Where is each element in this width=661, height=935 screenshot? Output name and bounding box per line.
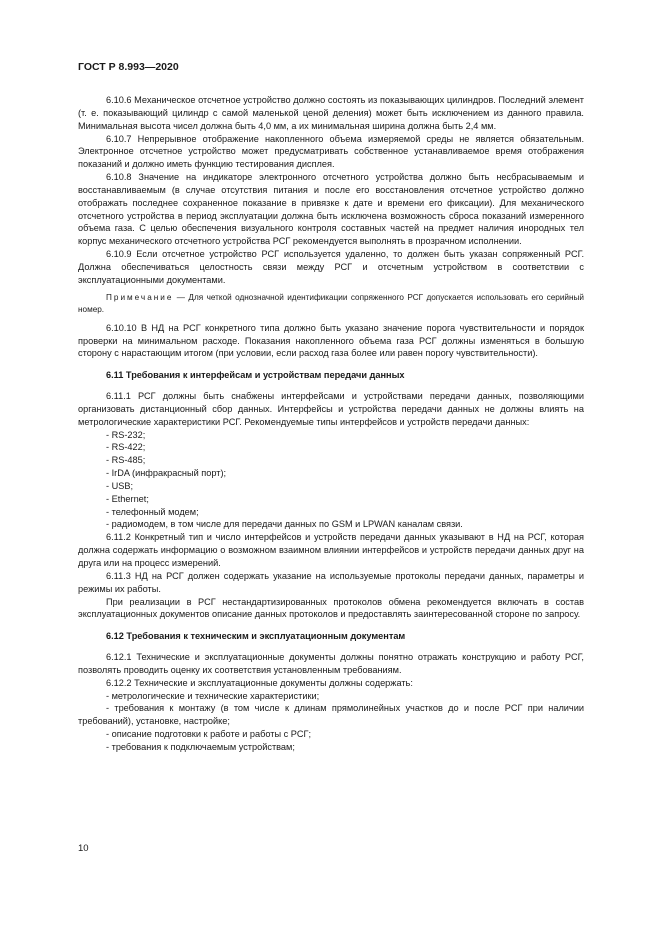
list-item: - радиомодем, в том числе для передачи данных по GSM и LPWAN каналам связи.	[106, 519, 463, 530]
note-text: — Для четкой однозначной идентификации сопряженного РСГ допускается использовать его серийный номер.	[78, 292, 584, 314]
section-heading-6-12: 6.12 Требования к техническим и эксплуатационным документам	[106, 631, 406, 642]
list-item: - USB;	[106, 480, 134, 491]
note	[78, 292, 584, 316]
paragraph-6-12-2: 6.12.2 Технические и эксплуатационные документы должны содержать:	[106, 677, 413, 688]
document-body	[78, 94, 584, 754]
paragraph-6-10-6: 6.10.6 Механическое отсчетное устройство должно состоять из показывающих цилиндров. Последний элемент (т. е. показывающий цилиндр с самой маленькой ценой деления) может быть исключением из данного правила. Минимальная высота чисел должна быть 4,0 мм, а их минимальная ширина должна быть 2,4 мм.	[78, 95, 584, 131]
document-header: ГОСТ Р 8.993—2020	[78, 61, 179, 73]
list-item: - IrDA (инфракрасный порт);	[106, 468, 227, 479]
list-item: - метрологические и технические характеристики;	[106, 690, 320, 701]
list-item: - RS-485;	[106, 455, 146, 466]
list-item: - требования к подключаемым устройствам;	[106, 741, 295, 752]
list-item: - описание подготовки к работе и работы с РСГ;	[106, 729, 311, 740]
section-heading-6-11: 6.11 Требования к интерфейсам и устройствам передачи данных	[106, 370, 405, 381]
paragraph-6-10-7: 6.10.7 Непрерывное отображение накопленного объема измеряемой среды не является обязательным. Электронное отсчетное устройство может предусматривать собственное устанавливаемое время отображения показаний и должно иметь функцию тестирования дисплея.	[78, 133, 584, 170]
list-item: - Ethernet;	[106, 493, 149, 504]
paragraph-6-10-9: 6.10.9 Если отсчетное устройство РСГ используется удаленно, то должен быть указан сопряженный РСГ. Должна обеспечиваться целостность связи между РСГ и отсчетным устройством в соответствии с эксплуатационными документами.	[78, 249, 584, 285]
paragraph-6-11-1: 6.11.1 РСГ должны быть снабжены интерфейсами и устройствами передачи данных, позволяющими организовать дистанционный сбор данных. Интерфейсы и устройства передачи данных не должны влиять на метрологические характеристики РСГ. Рекомендуемые типы интерфейсов и устройств передачи данных:	[78, 391, 584, 427]
list-item: - телефонный модем;	[106, 506, 199, 517]
paragraph-6-12-1: 6.12.1 Технические и эксплуатационные документы должны понятно отражать конструкцию и работу РСГ, позволять проводить оценку их соответствия установленным требованиям.	[78, 652, 584, 675]
paragraph-6-11-2: 6.11.2 Конкретный тип и число интерфейсов и устройств передачи данных указывают в НД на РСГ, которая должна содержать информацию о возможном взаимном влиянии интерфейсов и устройств передачи данных друг на друга или на процесс измерений.	[78, 532, 584, 568]
list-item: - RS-422;	[106, 442, 146, 453]
list-item: - требования к монтажу (в том числе к длинам прямолинейных участков до и после РСГ при наличии требований), установке, настройке;	[78, 703, 584, 727]
paragraph-6-11-3-continued: При реализации в РСГ нестандартизированных протоколов обмена рекомендуется включать в состав эксплуатационных документов описание данных протоколов и предоставлять заинтересованной стороне по запросу.	[78, 596, 584, 620]
paragraph-6-10-8: 6.10.8 Значение на индикаторе электронного отсчетного устройства должно быть несбрасываемым и восстанавливаемым (в случае отсутствия питания и после его восстановления отсчетное устройство должно отображать последнее сохраненное показание в привязке к дате и времени его фиксации). Для механического отсчетного устройства в период эксплуатации должна быть исключена возможность сброса показаний измеренного объема газа. С целью обеспечения визуального контроля составных частей на предмет наличия инородных тел корпус механического отсчетного устройства РСГ рекомендуется выполнять в прозрачном исполнении.	[78, 172, 584, 247]
note-label: Примечание	[106, 292, 174, 302]
page-number: 10	[78, 843, 89, 854]
list-item: - RS-232;	[106, 429, 146, 440]
paragraph-6-11-3: 6.11.3 НД на РСГ должен содержать указание на используемые протоколы передачи данных, параметры и режимы их работы.	[78, 570, 584, 594]
paragraph-6-10-10: 6.10.10 В НД на РСГ конкретного типа должно быть указано значение порога чувствительности и порядок проверки на минимальном расходе. Показания накопленного объема газа РСГ должны изменяться в большую сторону с нарастающим итогом (при условии, если расход газа более или равен порогу чувствительности).	[78, 322, 584, 359]
